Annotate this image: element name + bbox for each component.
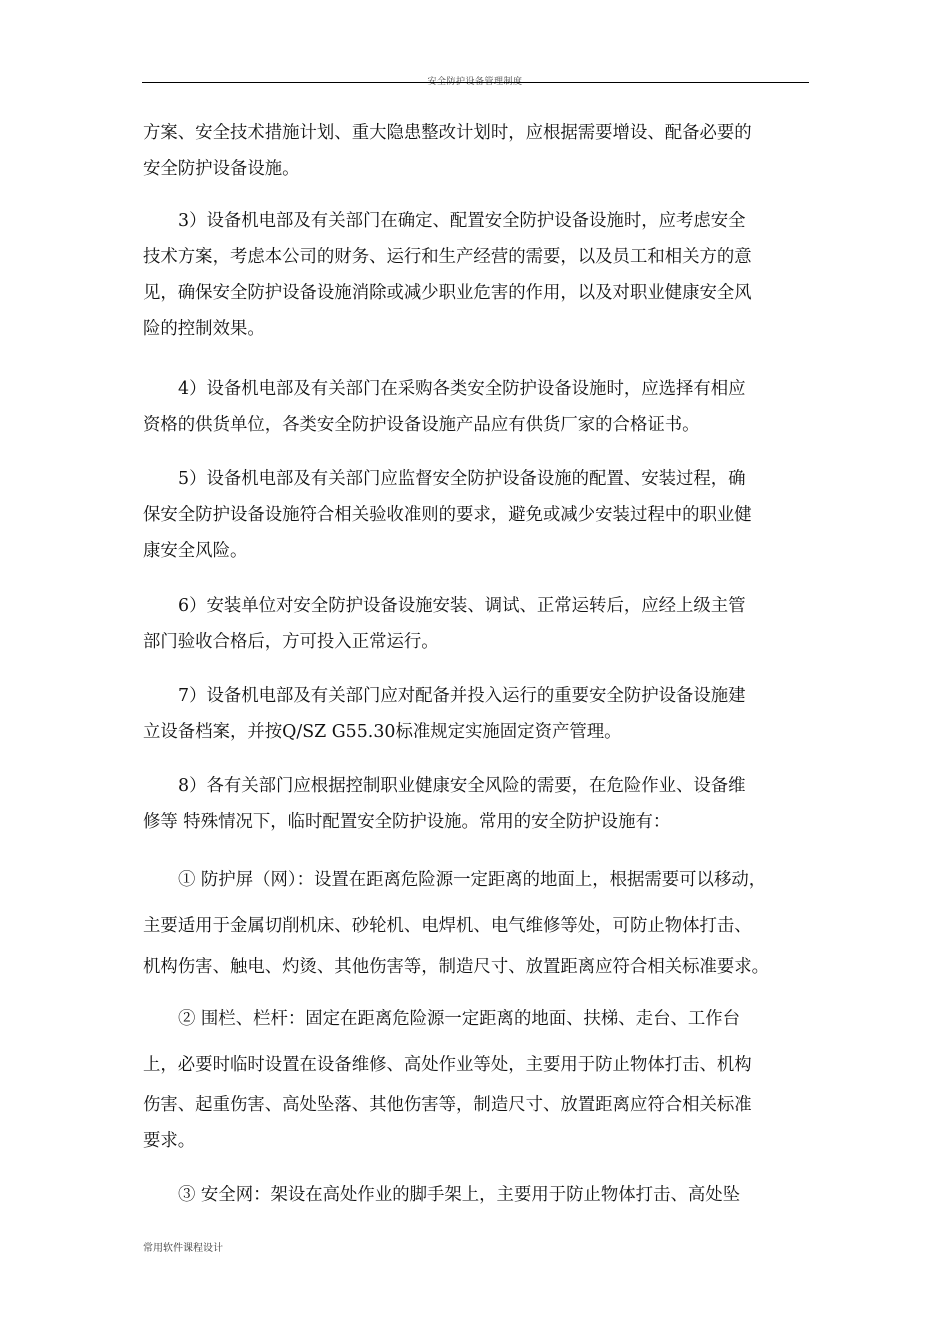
body-line: 险的控制效果。 — [143, 319, 265, 339]
body-line: 4）设备机电部及有关部门在采购各类安全防护设备设施时，应选择有相应 — [178, 379, 746, 399]
body-line: 修等 特殊情况下，临时配置安全防护设施。常用的安全防护设施有： — [143, 812, 671, 832]
body-line: ② 围栏、栏杆：固定在距离危险源一定距离的地面、扶梯、走台、工作台 — [178, 1009, 741, 1029]
body-line: 5）设备机电部及有关部门应监督安全防护设备设施的配置、安装过程，确 — [178, 469, 746, 489]
body-line: 机构伤害、触电、灼烫、其他伤害等，制造尺寸、放置距离应符合相关标准要求。 — [143, 957, 770, 977]
body-line: 立设备档案，并按Q/SZ G55.30标准规定实施固定资产管理。 — [143, 722, 622, 742]
body-line: 技术方案，考虑本公司的财务、运行和生产经营的需要，以及员工和相关方的意 — [143, 247, 752, 267]
body-line: 安全防护设备设施。 — [143, 159, 300, 179]
body-line: 资格的供货单位，各类安全防护设备设施产品应有供货厂家的合格证书。 — [143, 415, 700, 435]
header-divider — [142, 82, 809, 83]
body-line: 要求。 — [143, 1131, 196, 1151]
body-line: 8）各有关部门应根据控制职业健康安全风险的需要，在危险作业、设备维 — [178, 776, 746, 796]
body-line: 见，确保安全防护设备设施消除或减少职业危害的作用，以及对职业健康安全风 — [143, 283, 752, 303]
body-line: 康安全风险。 — [143, 541, 248, 561]
page-header-title: 安全防护设备管理制度 — [427, 77, 523, 87]
body-line: 方案、安全技术措施计划、重大隐患整改计划时，应根据需要增设、配备必要的 — [143, 123, 752, 143]
body-line: 6）安装单位对安全防护设备设施安装、调试、正常运转后，应经上级主管 — [178, 596, 746, 616]
body-line: 伤害、起重伤害、高处坠落、其他伤害等，制造尺寸、放置距离应符合相关标准 — [143, 1095, 752, 1115]
body-line: ③ 安全网：架设在高处作业的脚手架上，主要用于防止物体打击、高处坠 — [178, 1185, 741, 1205]
body-line: 主要适用于金属切削机床、砂轮机、电焊机、电气维修等处，可防止物体打击、 — [143, 916, 752, 936]
body-line: 部门验收合格后，方可投入正常运行。 — [143, 632, 439, 652]
body-line: ① 防护屏（网）：设置在距离危险源一定距离的地面上，根据需要可以移动， — [178, 870, 767, 890]
body-line: 上，必要时临时设置在设备维修、高处作业等处，主要用于防止物体打击、机构 — [143, 1055, 752, 1075]
body-line: 保安全防护设备设施符合相关验收准则的要求，避免或减少安装过程中的职业健 — [143, 505, 752, 525]
body-line: 3）设备机电部及有关部门在确定、配置安全防护设备设施时，应考虑安全 — [178, 211, 746, 231]
page-footer: 常用软件课程设计 — [143, 1243, 223, 1254]
body-line: 7）设备机电部及有关部门应对配备并投入运行的重要安全防护设备设施建 — [178, 686, 746, 706]
